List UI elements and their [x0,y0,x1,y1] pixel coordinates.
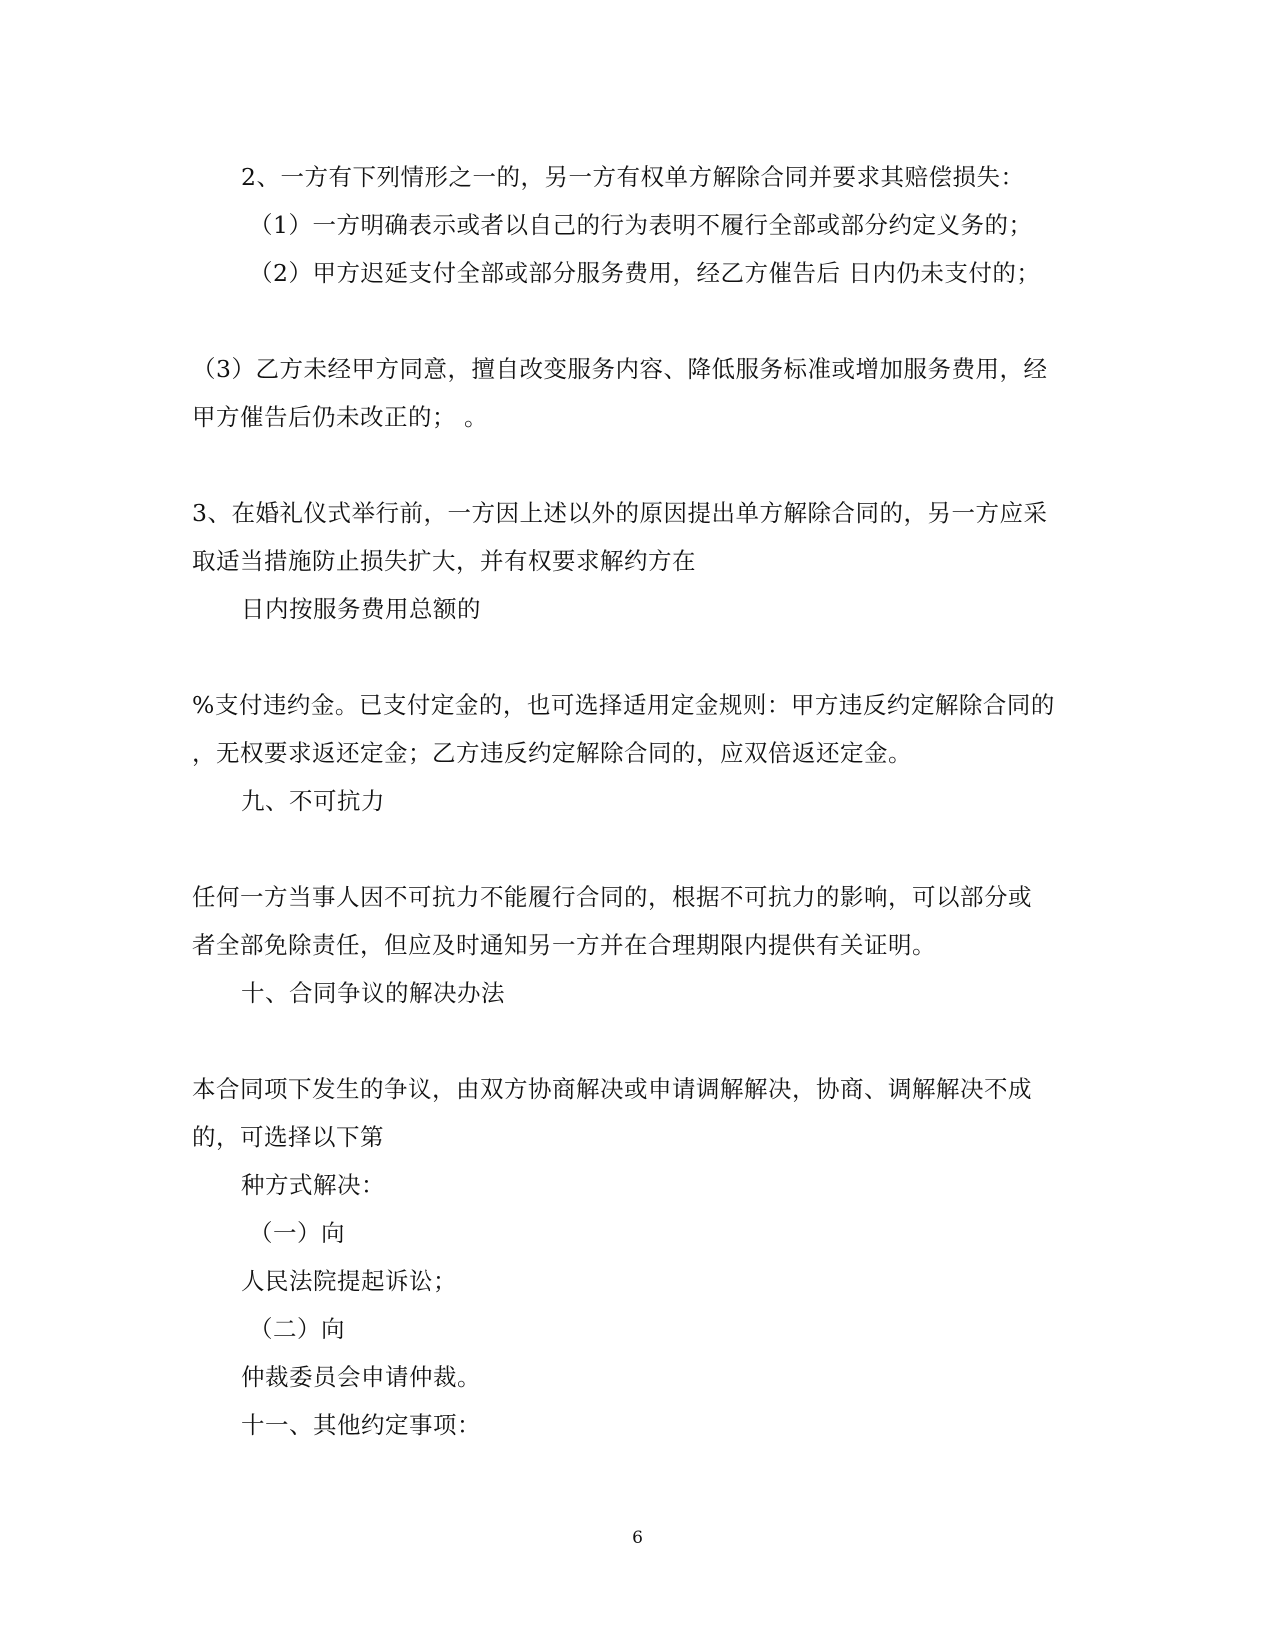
force-majeure-text: 任何一方当事人因不可抗力不能履行合同的，根据不可抗力的影响，可以部分或 [192,883,1032,911]
dispute-option-1: （一）向 [249,1219,345,1247]
clause-3-text: 3、在婚礼仪式举行前，一方因上述以外的原因提出单方解除合同的，另一方应采 [192,499,1048,527]
dispute-text: 本合同项下发生的争议，由双方协商解决或申请调解解决，协商、调解解决不成 [192,1075,1032,1103]
page-number: 6 [632,1528,643,1548]
force-majeure-text-cont: 者全部免除责任，但应及时通知另一方并在合理期限内提供有关证明。 [192,931,936,959]
dispute-option-2-cont: 仲裁委员会申请仲裁。 [241,1363,481,1391]
dispute-method-line: 种方式解决： [241,1171,385,1199]
section-9-heading: 九、不可抗力 [241,787,385,815]
clause-2-item-3: （3）乙方未经甲方同意，擅自改变服务内容、降低服务标准或增加服务费用，经 [192,355,1048,383]
penalty-text: %支付违约金。已支付定金的，也可选择适用定金规则：甲方违反约定解除合同的 [192,691,1055,719]
section-10-heading: 十、合同争议的解决办法 [241,979,505,1007]
dispute-text-cont: 的，可选择以下第 [192,1123,384,1151]
dispute-option-1-cont: 人民法院提起诉讼； [241,1267,457,1295]
clause-3-days-line: 日内按服务费用总额的 [241,595,481,623]
clause-2-heading: 2、一方有下列情形之一的，另一方有权单方解除合同并要求其赔偿损失： [241,163,1025,191]
clause-3-text-cont: 取适当措施防止损失扩大，并有权要求解约方在 [192,547,696,575]
clause-2-item-3-cont: 甲方催告后仍未改正的； 。 [192,403,488,431]
clause-2-item-2: （2）甲方迟延支付全部或部分服务费用，经乙方催告后 日内仍未支付的； [249,259,1041,287]
clause-2-item-1: （1）一方明确表示或者以自己的行为表明不履行全部或部分约定义务的； [249,211,1033,239]
section-11-heading: 十一、其他约定事项： [241,1411,481,1439]
penalty-text-cont: ，无权要求返还定金；乙方违反约定解除合同的，应双倍返还定金。 [192,739,912,767]
dispute-option-2: （二）向 [249,1315,345,1343]
